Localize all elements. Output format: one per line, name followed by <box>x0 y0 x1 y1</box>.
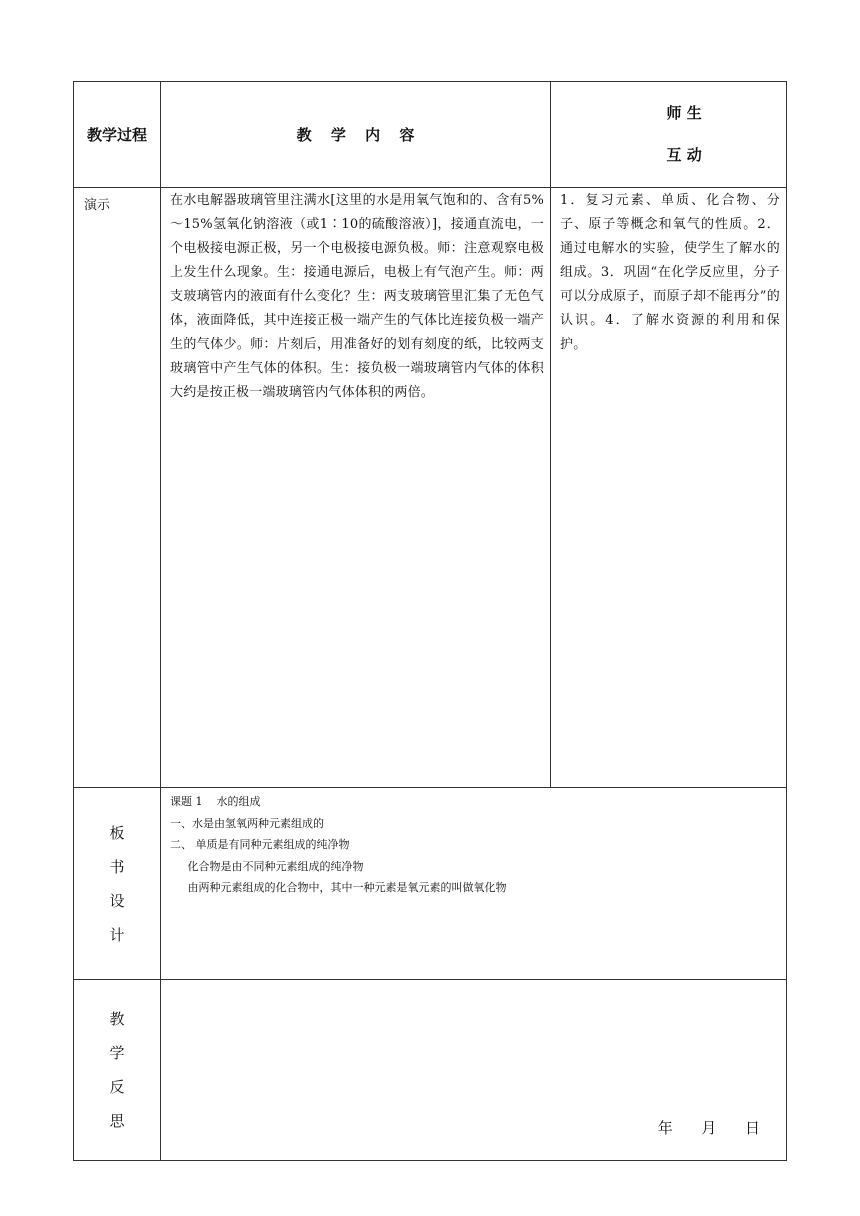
reflection-label-char-3: 反 <box>109 1078 125 1096</box>
board-design-content <box>161 788 787 980</box>
header-row <box>74 82 787 188</box>
header-interaction-line2: 互 动 <box>666 146 702 164</box>
board-line-2: 二、 单质是有同种元素组成的纯净物 <box>170 838 350 851</box>
demo-row <box>74 188 787 788</box>
reflection-row <box>74 980 787 1161</box>
board-design-row <box>74 788 787 980</box>
board-line-3: 化合物是由不同种元素组成的纯净物 <box>170 859 364 873</box>
demo-label: 演示 <box>74 188 161 788</box>
header-interaction <box>551 82 787 188</box>
header-content-label: 教 学 内 容 <box>296 126 415 144</box>
reflection-label-char-4: 思 <box>109 1112 125 1130</box>
board-label-char-1: 板 <box>109 823 125 842</box>
board-line-title: 课题 1 水的组成 <box>170 795 261 808</box>
board-label-char-4: 计 <box>109 925 125 944</box>
reflection-label-char-1: 教 <box>109 1010 125 1028</box>
header-interaction-line1: 师 生 <box>666 104 702 122</box>
header-process: 教学过程 <box>74 82 161 188</box>
reflection-date: 年 月 日 <box>657 1119 760 1137</box>
header-content <box>161 82 551 188</box>
lesson-plan-table <box>73 81 787 1161</box>
board-label-char-3: 设 <box>109 891 125 910</box>
reflection-label-char-2: 学 <box>109 1044 125 1062</box>
board-design-label <box>74 788 161 980</box>
board-line-1: 一、水是由氢氧两种元素组成的 <box>170 816 324 830</box>
board-line-4: 由两种元素组成的化合物中，其中一种元素是氧元素的叫做氧化物 <box>170 881 507 894</box>
demo-content: 在水电解器玻璃管里注满水[这里的水是用氧气饱和的、含有5%～15%氢氧化钠溶液（或1∶10的硫酸溶液）]，接通直流电，一个电极接电源正极，另一个电极接电源负极。师：注意观察电极上发生什么现象。生：接通电源后，电极上有气泡产生。师：两支玻璃管内的液面有什么变化？生：两支玻璃管里汇集了无色气体，液面降低，其中连接正极一端产生的气体比连接负极一端产生的气体少。师：片刻后，用准备好的划有刻度的纸，比较两支玻璃管中产生气体的体积。生：接负极一端玻璃管内气体的体积大约是按正极一端玻璃管内气体体积的两倍。 <box>161 188 551 788</box>
reflection-content[interactable] <box>161 980 787 1161</box>
demo-interaction: 1．复习元素、单质、化合物、分子、原子等概念和氧气的性质。2．通过电解水的实验，使学生了解水的组成。3．巩固“在化学反应里，分子可以分成原子，而原子却不能再分”的认识。4．了解水资源的利用和保护。 <box>551 188 787 788</box>
reflection-label <box>74 980 161 1161</box>
board-label-char-2: 书 <box>109 857 125 876</box>
